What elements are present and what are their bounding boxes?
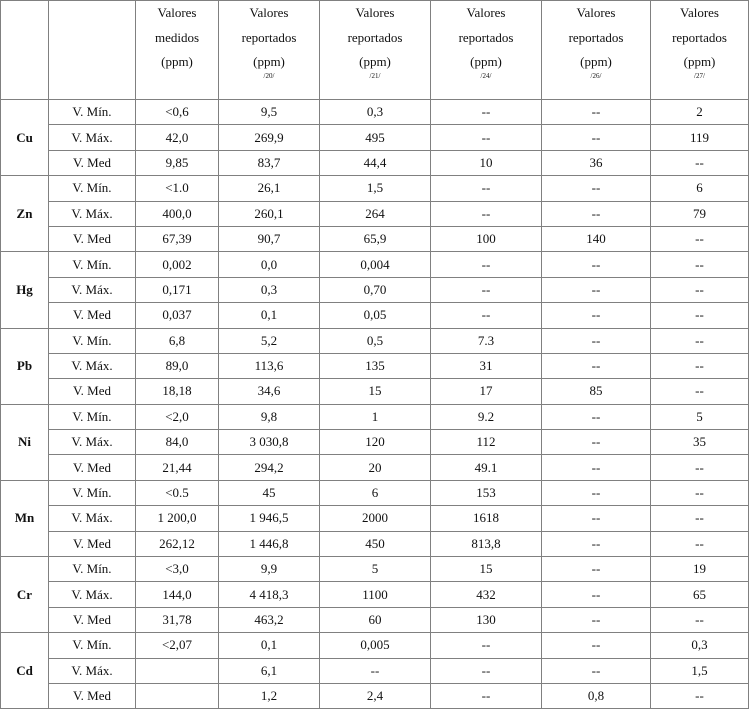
reported-value: -- (542, 607, 651, 632)
measured-value: 42,0 (136, 125, 219, 150)
stat-label: V. Med (49, 303, 136, 328)
reference-number: /26/ (590, 71, 602, 80)
measured-value: 84,0 (136, 430, 219, 455)
reported-value: -- (542, 201, 651, 226)
header-corner-element (1, 1, 49, 100)
header-reported-21: Valores reportados (ppm) /21/ (320, 1, 431, 100)
element-symbol: Cr (1, 557, 49, 633)
reported-value: 135 (320, 353, 431, 378)
reported-value: 60 (320, 607, 431, 632)
reported-value: 269,9 (219, 125, 320, 150)
measured-value: 6,8 (136, 328, 219, 353)
reported-value: 294,2 (219, 455, 320, 480)
reported-value: 1,5 (651, 658, 749, 683)
measured-value: 89,0 (136, 353, 219, 378)
reported-value: 100 (431, 226, 542, 251)
reported-value: 432 (431, 582, 542, 607)
stat-label: V. Máx. (49, 277, 136, 302)
reference-number: /24/ (480, 71, 492, 80)
reported-value: 5 (320, 557, 431, 582)
stat-label: V. Mín. (49, 100, 136, 125)
element-symbol: Zn (1, 176, 49, 252)
reported-value: -- (431, 277, 542, 302)
reported-value: 5,2 (219, 328, 320, 353)
reported-value: 0,005 (320, 633, 431, 658)
reported-value: -- (651, 683, 749, 708)
header-corner-stat (49, 1, 136, 100)
reported-value: -- (651, 150, 749, 175)
reported-value: 65 (651, 582, 749, 607)
reported-value: 20 (320, 455, 431, 480)
reported-value: 119 (651, 125, 749, 150)
stat-label: V. Máx. (49, 353, 136, 378)
reported-value: -- (651, 226, 749, 251)
table-row (1, 506, 749, 531)
table-row (1, 480, 749, 505)
table-row (1, 252, 749, 277)
reported-value: -- (431, 176, 542, 201)
reported-value: -- (651, 252, 749, 277)
measured-value: 18,18 (136, 379, 219, 404)
reported-value: 2000 (320, 506, 431, 531)
reported-value: 130 (431, 607, 542, 632)
reported-value: 495 (320, 125, 431, 150)
reported-value: 264 (320, 201, 431, 226)
table-row (1, 607, 749, 632)
reported-value: 0,0 (219, 252, 320, 277)
reported-value: -- (542, 480, 651, 505)
stat-label: V. Mín. (49, 404, 136, 429)
reported-value: -- (542, 557, 651, 582)
reported-value: -- (651, 353, 749, 378)
measured-value: <0,6 (136, 100, 219, 125)
measured-value (136, 683, 219, 708)
table-row (1, 150, 749, 175)
reported-value: 79 (651, 201, 749, 226)
reported-value: 0,3 (320, 100, 431, 125)
reported-value: -- (542, 582, 651, 607)
reported-value: 112 (431, 430, 542, 455)
reported-value: 35 (651, 430, 749, 455)
reported-value: -- (542, 328, 651, 353)
reported-value: -- (542, 455, 651, 480)
reported-value: 31 (431, 353, 542, 378)
reported-value: 1,2 (219, 683, 320, 708)
stat-label: V. Med (49, 607, 136, 632)
measured-value: 0,002 (136, 252, 219, 277)
reported-value: 49.1 (431, 455, 542, 480)
reported-value: -- (542, 100, 651, 125)
reported-value: 153 (431, 480, 542, 505)
table-row (1, 100, 749, 125)
table-row (1, 125, 749, 150)
reported-value: -- (542, 303, 651, 328)
reported-value: 120 (320, 430, 431, 455)
reported-value: 9.2 (431, 404, 542, 429)
reported-value: -- (651, 506, 749, 531)
reported-value: 15 (431, 557, 542, 582)
table-row (1, 353, 749, 378)
reported-value: -- (651, 480, 749, 505)
reported-value: 0,1 (219, 303, 320, 328)
table-row (1, 633, 749, 658)
reported-value: -- (542, 353, 651, 378)
reported-value: 0,5 (320, 328, 431, 353)
reported-value: -- (431, 303, 542, 328)
measured-value: <1.0 (136, 176, 219, 201)
reported-value: 34,6 (219, 379, 320, 404)
element-symbol: Mn (1, 480, 49, 556)
reported-value: 1100 (320, 582, 431, 607)
reported-value: -- (542, 252, 651, 277)
stat-label: V. Mín. (49, 480, 136, 505)
stat-label: V. Mín. (49, 252, 136, 277)
reported-value: -- (542, 125, 651, 150)
reported-value: 2,4 (320, 683, 431, 708)
stat-label: V. Med (49, 683, 136, 708)
header-reported-24: Valores reportados (ppm) /24/ (431, 1, 542, 100)
table-row (1, 455, 749, 480)
reference-number: /27/ (694, 71, 705, 80)
header-row (1, 1, 749, 100)
measured-value: 0,171 (136, 277, 219, 302)
measured-value: 21,44 (136, 455, 219, 480)
stat-label: V. Med (49, 379, 136, 404)
stat-label: V. Máx. (49, 658, 136, 683)
reported-value: 45 (219, 480, 320, 505)
stat-label: V. Med (49, 150, 136, 175)
reported-value: -- (431, 201, 542, 226)
table-body (1, 100, 749, 709)
reported-value: -- (542, 658, 651, 683)
header-reported-27: Valores reportados (ppm) /27/ (651, 1, 749, 100)
stat-label: V. Máx. (49, 125, 136, 150)
reported-value: 10 (431, 150, 542, 175)
measured-value: <0.5 (136, 480, 219, 505)
stat-label: V. Mín. (49, 557, 136, 582)
reported-value: 450 (320, 531, 431, 556)
element-symbol: Hg (1, 252, 49, 328)
reported-value: -- (431, 125, 542, 150)
reported-value: -- (651, 303, 749, 328)
measured-value: 31,78 (136, 607, 219, 632)
reported-value: 3 030,8 (219, 430, 320, 455)
measured-value: 0,037 (136, 303, 219, 328)
reported-value: 26,1 (219, 176, 320, 201)
stat-label: V. Med (49, 455, 136, 480)
table-row (1, 303, 749, 328)
table-row (1, 379, 749, 404)
table-row (1, 658, 749, 683)
reported-value: 85 (542, 379, 651, 404)
reported-value: 0,3 (651, 633, 749, 658)
reported-value: -- (651, 277, 749, 302)
reference-number: /20/ (263, 71, 275, 80)
stat-label: V. Med (49, 226, 136, 251)
reported-value: 1 946,5 (219, 506, 320, 531)
reported-value: 65,9 (320, 226, 431, 251)
measured-value (136, 658, 219, 683)
reported-value: -- (651, 531, 749, 556)
measured-value: 9,85 (136, 150, 219, 175)
stat-label: V. Mín. (49, 633, 136, 658)
reported-value: 44,4 (320, 150, 431, 175)
measured-value: 400,0 (136, 201, 219, 226)
reported-value: 6 (651, 176, 749, 201)
measured-value: <2,0 (136, 404, 219, 429)
reported-value: 1 446,8 (219, 531, 320, 556)
element-symbol: Cd (1, 633, 49, 709)
measured-value: 144,0 (136, 582, 219, 607)
reported-value: 0,70 (320, 277, 431, 302)
reported-value: 463,2 (219, 607, 320, 632)
reported-value: 260,1 (219, 201, 320, 226)
stat-label: V. Mín. (49, 176, 136, 201)
reported-value: -- (651, 607, 749, 632)
stat-label: V. Mín. (49, 328, 136, 353)
reported-value: 9,8 (219, 404, 320, 429)
table-row (1, 582, 749, 607)
measured-value: 67,39 (136, 226, 219, 251)
stat-label: V. Máx. (49, 430, 136, 455)
reported-value: 6,1 (219, 658, 320, 683)
reference-number: /21/ (369, 71, 381, 80)
reported-value: 2 (651, 100, 749, 125)
reported-value: 0,1 (219, 633, 320, 658)
reported-value: 1 (320, 404, 431, 429)
reported-value: 6 (320, 480, 431, 505)
reported-value: -- (431, 683, 542, 708)
reported-value: -- (651, 379, 749, 404)
reported-value: 19 (651, 557, 749, 582)
reported-value: 9,5 (219, 100, 320, 125)
element-symbol: Pb (1, 328, 49, 404)
reported-value: -- (651, 328, 749, 353)
reported-value: 17 (431, 379, 542, 404)
stat-label: V. Med (49, 531, 136, 556)
reported-value: 813,8 (431, 531, 542, 556)
reported-value: -- (542, 404, 651, 429)
reported-value: 90,7 (219, 226, 320, 251)
reported-value: -- (431, 633, 542, 658)
reported-value: -- (542, 506, 651, 531)
reported-value: 5 (651, 404, 749, 429)
stat-label: V. Máx. (49, 201, 136, 226)
reported-value: -- (542, 277, 651, 302)
stat-label: V. Máx. (49, 582, 136, 607)
table-row (1, 226, 749, 251)
reported-value: 0,004 (320, 252, 431, 277)
reported-value: 4 418,3 (219, 582, 320, 607)
reported-value: 113,6 (219, 353, 320, 378)
header-reported-26: Valores reportados (ppm) /26/ (542, 1, 651, 100)
reported-value: 36 (542, 150, 651, 175)
table-row (1, 683, 749, 708)
stat-label: V. Máx. (49, 506, 136, 531)
table-row (1, 277, 749, 302)
measured-value: <3,0 (136, 557, 219, 582)
reported-value: -- (431, 658, 542, 683)
reported-value: 0,3 (219, 277, 320, 302)
reported-value: -- (542, 176, 651, 201)
reported-value: 83,7 (219, 150, 320, 175)
element-symbol: Ni (1, 404, 49, 480)
reported-value: -- (320, 658, 431, 683)
header-measured: Valores medidos (ppm) (136, 1, 219, 100)
reported-value: 0,8 (542, 683, 651, 708)
table-row (1, 531, 749, 556)
table-row (1, 328, 749, 353)
table-row (1, 430, 749, 455)
table-row (1, 557, 749, 582)
measured-value: <2,07 (136, 633, 219, 658)
header-reported-20: Valores reportados (ppm) /20/ (219, 1, 320, 100)
measured-value: 262,12 (136, 531, 219, 556)
reported-value: -- (542, 430, 651, 455)
element-symbol: Cu (1, 100, 49, 176)
reported-value: 1,5 (320, 176, 431, 201)
reported-value: -- (431, 100, 542, 125)
reported-value: -- (431, 252, 542, 277)
reported-value: 15 (320, 379, 431, 404)
measured-value: 1 200,0 (136, 506, 219, 531)
reported-value: -- (651, 455, 749, 480)
reported-value: 1618 (431, 506, 542, 531)
table-row (1, 176, 749, 201)
reported-value: 0,05 (320, 303, 431, 328)
reported-value: -- (542, 531, 651, 556)
reported-value: 9,9 (219, 557, 320, 582)
reported-value: 7.3 (431, 328, 542, 353)
reported-value: -- (542, 633, 651, 658)
table-row (1, 404, 749, 429)
reported-value: 140 (542, 226, 651, 251)
table-row (1, 201, 749, 226)
